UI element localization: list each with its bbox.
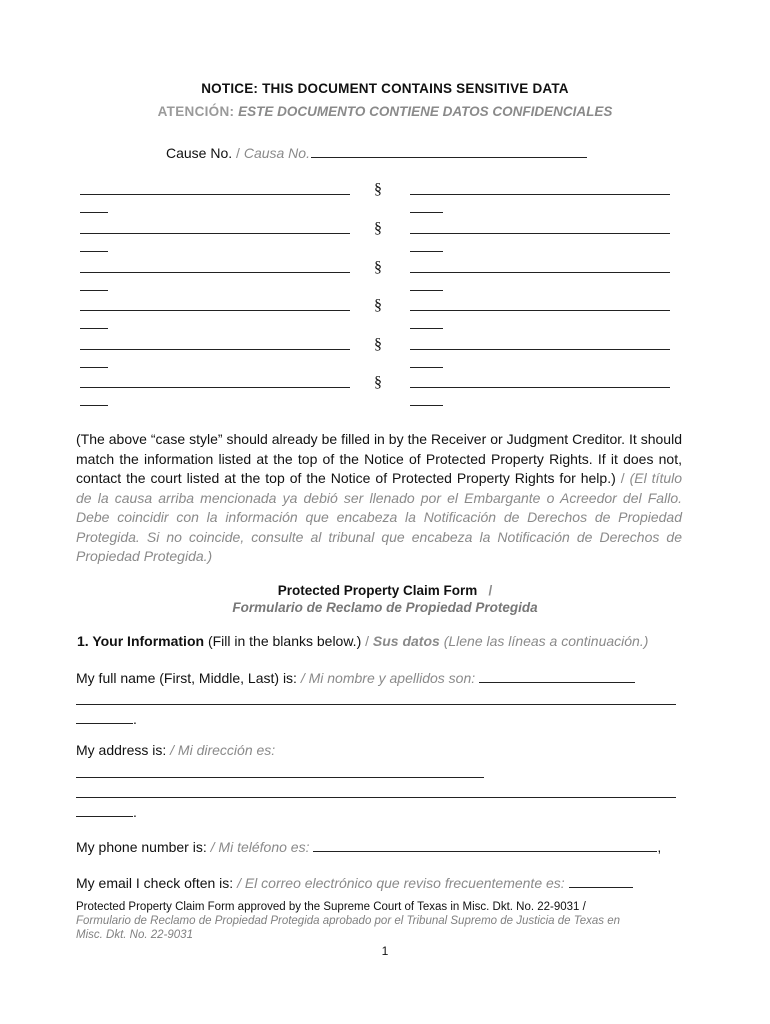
party-left-blank[interactable] [80, 272, 350, 273]
footer-approval-english: Protected Property Claim Form approved by the Supreme Court of Texas in Misc. Dkt. No. 22-9031 / [76, 901, 586, 913]
page-number: 1 [381, 944, 389, 958]
section-1-instruction-spanish: (Llene las líneas a continuación.) [443, 633, 649, 649]
party-left-blank-cont[interactable] [80, 290, 108, 291]
full-name-end [76, 709, 137, 727]
form-title-spanish: Formulario de Reclamo de Propiedad Protegida [232, 600, 538, 615]
instructions-spanish: (El título de la causa arriba mencionada ya debió ser llenado por el Embargante o Acreedor del Fallo. Debe coincidir con la información que encabeza la Notificación de Derechos de Propiedad Protegida. Si no coincide, consulte al tribunal que encabeza la Notificación de Derechos de Propiedad Protegida.) [76, 470, 683, 564]
notice-heading-spanish [0, 104, 770, 119]
full-name-period: . [133, 711, 137, 727]
section-symbol: § [374, 181, 382, 198]
party-right-blank-cont[interactable] [410, 290, 443, 291]
instructions-separator: / [620, 470, 625, 486]
case-style-row [0, 297, 770, 335]
address-blank-line-3[interactable] [76, 802, 133, 817]
section-symbol: § [374, 220, 382, 237]
phone-blank[interactable] [313, 837, 657, 852]
full-name-blank[interactable] [479, 668, 635, 683]
notice-spanish-text: ESTE DOCUMENTO CONTIENE DATOS CONFIDENCIALES [238, 104, 613, 119]
full-name-blank-line-2[interactable] [76, 704, 676, 705]
party-right-blank[interactable] [410, 310, 670, 311]
case-style-row [0, 374, 770, 412]
party-right-blank[interactable] [410, 272, 670, 273]
address-blank-line-2[interactable] [76, 797, 676, 798]
section-symbol: § [374, 297, 382, 314]
section-1-title: 1. Your Information [77, 633, 205, 649]
address-blank-line-1[interactable] [76, 777, 484, 778]
address-label-english: My address is: [76, 742, 167, 758]
party-left-blank-cont[interactable] [80, 251, 108, 252]
cause-label-spanish: Causa No. [243, 145, 310, 161]
email-label-spanish: / El correo electrónico que reviso frecuentemente es: [237, 875, 565, 891]
full-name-label [76, 668, 635, 686]
party-left-blank[interactable] [80, 349, 350, 350]
address-period: . [133, 804, 137, 820]
party-left-blank-cont[interactable] [80, 405, 108, 406]
footer-approval-spanish: Formulario de Reclamo de Propiedad Protegida aprobado por el Tribunal Supremo de Justicia de Texas en [76, 915, 621, 927]
email-label [76, 873, 633, 891]
cause-number-blank[interactable] [311, 143, 587, 158]
form-title-separator: / [488, 583, 493, 598]
case-style-instructions [76, 430, 682, 567]
full-name-label-spanish: / Mi nombre y apellidos son: [300, 670, 476, 686]
section-1-separator: / [365, 633, 370, 649]
full-name-blank-line-3[interactable] [76, 709, 133, 724]
notice-spanish-lead: ATENCIÓN: [157, 104, 235, 119]
section-symbol: § [374, 374, 382, 391]
notice-heading: NOTICE: THIS DOCUMENT CONTAINS SENSITIVE DATA [201, 81, 569, 96]
party-left-blank-cont[interactable] [80, 328, 108, 329]
party-right-blank-cont[interactable] [410, 367, 443, 368]
phone-label-spanish: / Mi teléfono es: [210, 839, 310, 855]
full-name-label-english: My full name (First, Middle, Last) is: [76, 670, 297, 686]
section-1-heading [77, 633, 648, 649]
cause-label: Cause No. [166, 145, 233, 161]
party-right-blank-cont[interactable] [410, 405, 443, 406]
party-left-blank[interactable] [80, 310, 350, 311]
party-right-blank[interactable] [410, 387, 670, 388]
section-1-title-spanish: Sus datos [372, 633, 440, 649]
email-label-english: My email I check often is: [76, 875, 234, 891]
section-symbol: § [374, 259, 382, 276]
section-1-instruction: (Fill in the blanks below.) [207, 633, 362, 649]
party-left-blank-cont[interactable] [80, 367, 108, 368]
case-style-row [0, 259, 770, 297]
address-label [76, 742, 275, 758]
instructions-english: (The above “case style” should already be filled in by the Receiver or Judgment Creditor. It should match the information listed at the top of the Notice of Protected Property Rights. If it does not, contact the court listed at the top of the Notice of Protected Property Rights for help.) [76, 431, 682, 486]
party-right-blank[interactable] [410, 194, 670, 195]
party-right-blank[interactable] [410, 349, 670, 350]
party-left-blank[interactable] [80, 233, 350, 234]
form-title-english: Protected Property Claim Form [277, 583, 478, 598]
form-title [0, 583, 770, 598]
cause-separator: / [236, 145, 240, 161]
cause-number-field [166, 143, 587, 161]
party-left-blank[interactable] [80, 387, 350, 388]
address-label-spanish: / Mi dirección es: [170, 742, 276, 758]
party-left-blank[interactable] [80, 194, 350, 195]
address-end [76, 802, 137, 820]
party-right-blank-cont[interactable] [410, 251, 443, 252]
case-style-row [0, 220, 770, 258]
party-right-blank[interactable] [410, 233, 670, 234]
party-left-blank-cont[interactable] [80, 212, 108, 213]
phone-comma: , [657, 839, 662, 855]
case-style-row [0, 336, 770, 374]
phone-label [76, 837, 661, 855]
footer-docket-number: Misc. Dkt. No. 22-9031 [76, 929, 193, 941]
party-right-blank-cont[interactable] [410, 328, 443, 329]
party-right-blank-cont[interactable] [410, 212, 443, 213]
phone-label-english: My phone number is: [76, 839, 207, 855]
section-symbol: § [374, 336, 382, 353]
case-style-row [0, 181, 770, 219]
email-blank[interactable] [569, 873, 633, 888]
